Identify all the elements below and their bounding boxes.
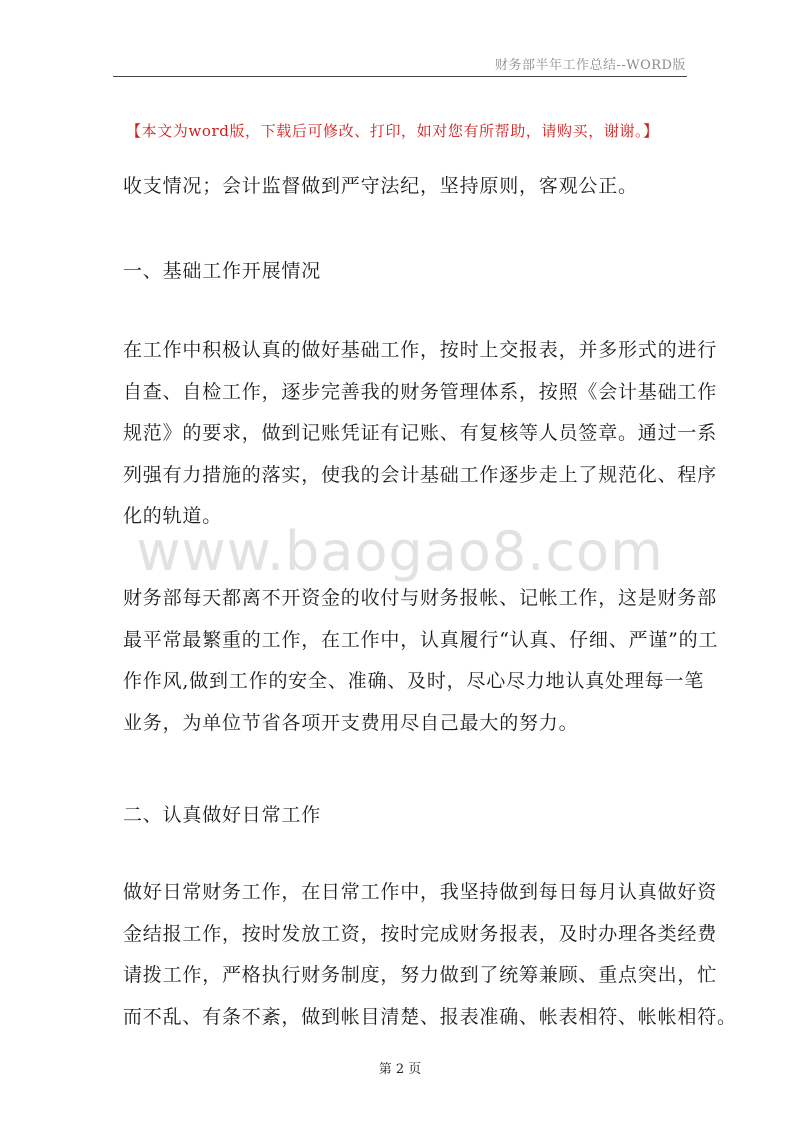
paragraph-line: 金结报工作，按时发放工资，按时完成财务报表，及时办理各类经费 (123, 922, 718, 945)
paragraph-line: 在工作中积极认真的做好基础工作，按时上交报表，并多形式的进行 (123, 339, 718, 361)
paragraph-line: 做好日常财务工作，在日常工作中，我坚持做到每日每月认真做好资 (123, 881, 718, 903)
purchase-notice: 【本文为word版，下载后可修改、打印，如对您有所帮助，请购买，谢谢。】 (126, 122, 659, 140)
paragraph-line: 化的轨道。 (123, 505, 223, 527)
paragraph-1 (123, 330, 718, 538)
paragraph-3 (123, 872, 737, 1038)
page-header-title: 财务部半年工作总结--WORD版 (494, 58, 686, 73)
paragraph-line: 列强有力措施的落实，使我的会计基础工作逐步走上了规范化、程序 (123, 463, 718, 486)
paragraph-line: 作作风,做到工作的安全、准确、及时，尽心尽力地认真处理每一笔 (123, 670, 705, 692)
paragraph-line: 规范》的要求，做到记账凭证有记账、有复核等人员签章。通过一系 (123, 422, 718, 444)
paragraph-line: 业务，为单位节省各项开支费用尽自己最大的努力。 (123, 711, 579, 734)
section-heading-1: 一、基础工作开展情况 (123, 260, 322, 282)
paragraph-0 (123, 166, 693, 208)
paragraph-line: 财务部每天都离不开资金的收付与财务报帐、记帐工作，这是财务部 (123, 587, 718, 609)
paragraph-2 (123, 578, 719, 744)
header-divider (113, 76, 687, 77)
paragraph-line: 而不乱、有条不紊，做到帐目清楚、报表准确、帐表相符、帐帐相符。 (123, 1005, 737, 1028)
section-heading-2: 二、认真做好日常工作 (123, 804, 322, 826)
watermark: www.baogao8.com (136, 520, 664, 583)
paragraph-line: 请拨工作，严格执行财务制度，努力做到了统筹兼顾、重点突出，忙 (123, 964, 718, 986)
paragraph-line: 最平常最繁重的工作，在工作中，认真履行“认真、仔细、严谨”的工 (123, 628, 719, 651)
paragraph-line: 自查、自检工作，逐步完善我的财务管理体系，按照《会计基础工作 (123, 380, 718, 403)
paragraph-line: 收支情况；会计监督做到严守法纪，坚持原则，客观公正。 (123, 175, 638, 197)
page-number: 第 2 页 (378, 1062, 422, 1077)
